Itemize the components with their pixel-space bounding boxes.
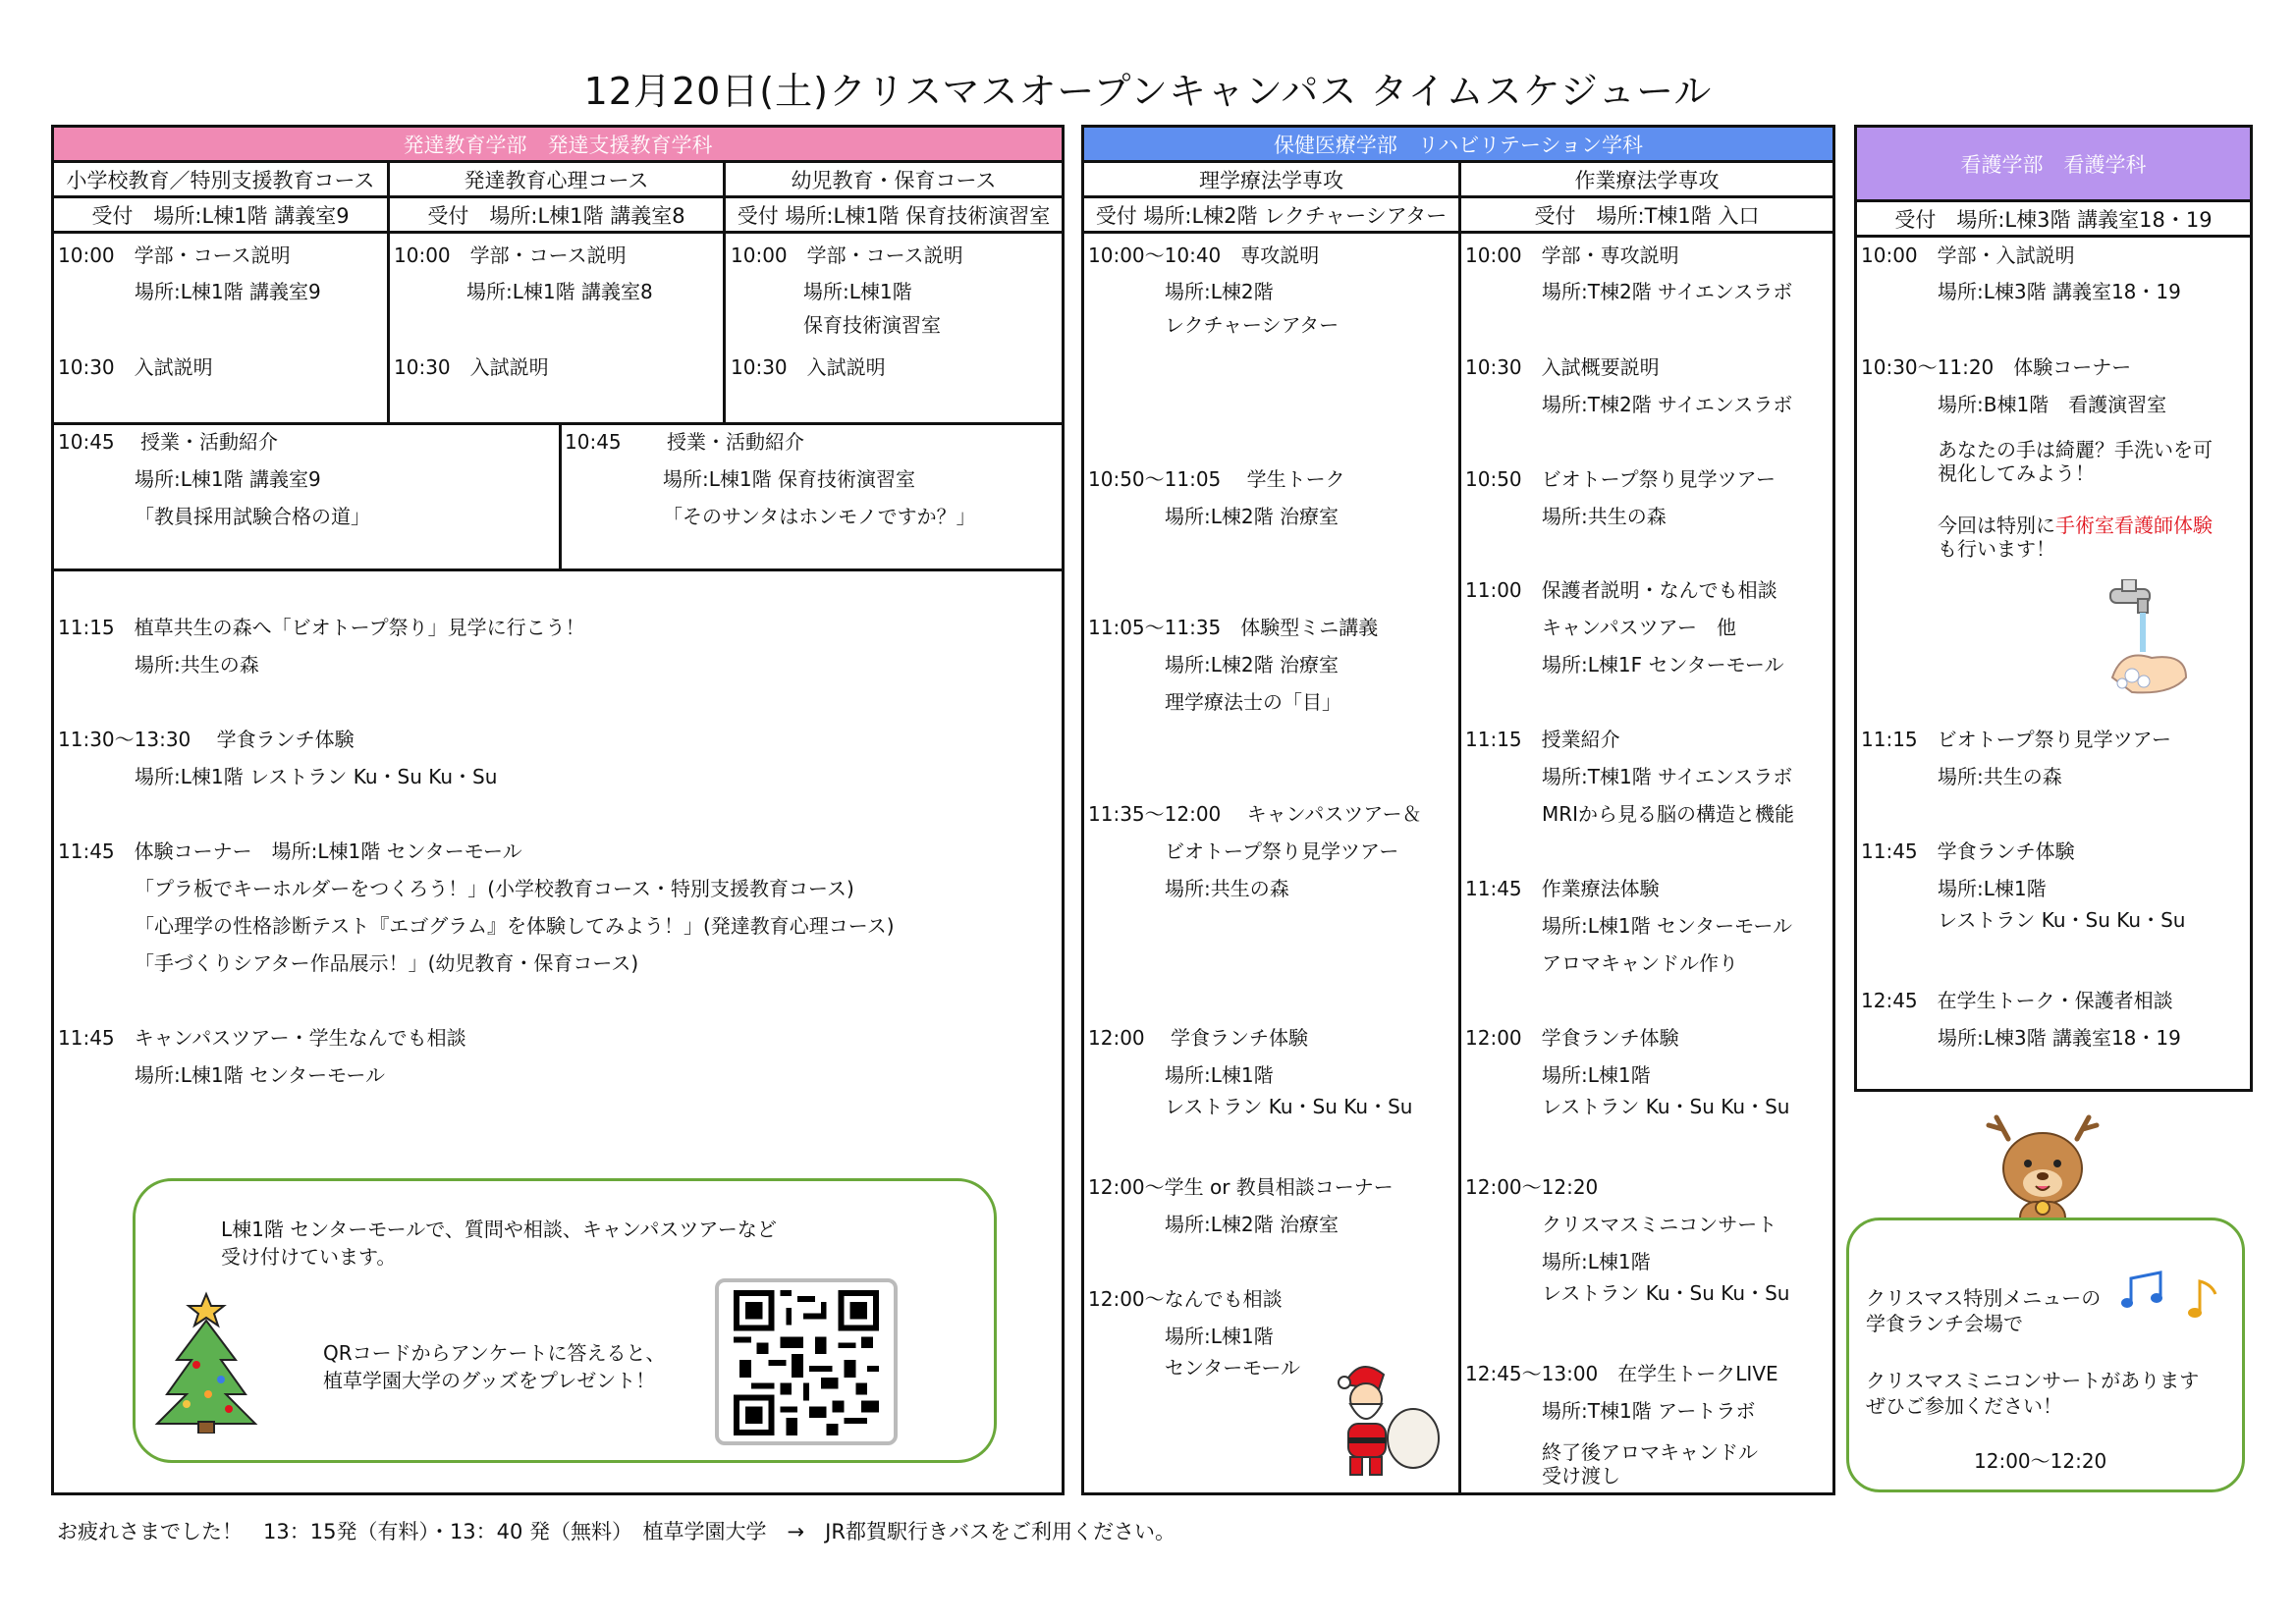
schedule-note: アロマキャンドル作り: [1542, 951, 1738, 975]
schedule-place: 場所:L棟1階: [1165, 1325, 1274, 1348]
schedule-time: 11:15 植草共生の森へ「ビオトープ祭り」見学に行こう！: [58, 616, 585, 639]
schedule-place: 場所:T棟1階 サイエンスラボ: [1542, 765, 1793, 788]
schedule-place: 場所:L棟1階 講義室9: [135, 467, 321, 491]
schedule-time: 11:15 授業紹介: [1465, 728, 1620, 751]
qr-code-icon[interactable]: [733, 1290, 880, 1435]
bubble-text: ぜひご参加ください！: [1866, 1394, 2062, 1418]
schedule-time: 10:00 学部・専攻説明: [1465, 244, 1679, 267]
bubble-text: 12:00～12:20: [1974, 1449, 2107, 1473]
schedule-note: 「プラ板でキーホルダーをつくろう！」(小学校教育コース・特別支援教育コース): [135, 877, 854, 900]
page-title: 12月20日(土)クリスマスオープンキャンパス タイムスケジュール: [583, 70, 1713, 113]
christmas-tree-icon: [152, 1286, 260, 1434]
divider: [54, 422, 1062, 425]
schedule-time: 11:45 学食ランチ体験: [1861, 839, 2075, 863]
schedule-note: 「手づくりシアター作品展示！」(幼児教育・保育コース): [135, 951, 639, 975]
schedule-time: 10:50 ビオトープ祭り見学ツアー: [1465, 467, 1777, 491]
schedule-place: 場所:L棟1階: [803, 280, 912, 303]
schedule-place: 場所:L棟1階: [1165, 1063, 1274, 1087]
schedule-time: 10:00～10:40 専攻説明: [1088, 244, 1320, 267]
divider: [559, 422, 562, 571]
schedule-time: 11:35～12:00 キャンパスツアー＆: [1088, 802, 1422, 826]
schedule-note: [1938, 514, 2213, 537]
schedule-place: 場所:B棟1階 看護演習室: [1938, 393, 2167, 416]
schedule-place: 場所:共生の森: [1165, 877, 1289, 900]
panel-header: 看護学部 看護学科: [1857, 128, 2250, 202]
schedule-time: 11:05～11:35 体験型ミニ講義: [1088, 616, 1379, 639]
schedule-place: 場所:L棟1階: [1938, 877, 2047, 900]
schedule-place: レストラン Ku・Su Ku・Su: [1542, 1281, 1790, 1305]
bubble-text: 植草学園大学のグッズをプレゼント！: [323, 1369, 656, 1392]
highlight-text: 手術室看護師体験: [2055, 514, 2213, 537]
santa-icon: [1305, 1355, 1443, 1483]
reception-label: 受付 場所:L棟2階 レクチャーシアター: [1084, 198, 1458, 234]
divider: [723, 163, 726, 425]
schedule-time: 11:45 作業療法体験: [1465, 877, 1660, 900]
panel-header: 保健医療学部 リハビリテーション学科: [1084, 128, 1832, 163]
schedule-time: 12:00 学食ランチ体験: [1088, 1026, 1308, 1050]
schedule-time: 10:45 授業・活動紹介: [565, 430, 804, 454]
schedule-note: 「心理学の性格診断テスト『エゴグラム』を体験してみよう！」(発達教育心理コース): [135, 914, 895, 938]
schedule-time: 10:30 入試説明: [394, 355, 549, 379]
schedule-note: 理学療法士の「目」: [1165, 690, 1341, 714]
schedule-time: 10:30 入試説明: [58, 355, 213, 379]
divider: [387, 163, 390, 425]
schedule-time: 10:50～11:05 学生トーク: [1088, 467, 1345, 491]
reception-label: 受付 場所:L棟1階 保育技術演習室: [726, 198, 1062, 234]
schedule-place: レストラン Ku・Su Ku・Su: [1165, 1095, 1413, 1118]
panel-rehabilitation: [1081, 125, 1835, 1495]
schedule-place: 保育技術演習室: [803, 313, 941, 337]
schedule-place: 場所:L棟1階 講義室8: [466, 280, 653, 303]
hand-washing-icon: [2093, 579, 2191, 697]
schedule-place: 場所:L棟2階: [1165, 280, 1274, 303]
bubble-text: 受け付けています。: [221, 1245, 397, 1269]
bubble-text: クリスマスミニコンサートがあります: [1866, 1369, 2200, 1392]
schedule-place: 場所:共生の森: [1938, 765, 2062, 788]
course-header: 小学校教育／特別支援教育コース: [54, 163, 387, 198]
schedule-time: 11:15 ビオトープ祭り見学ツアー: [1861, 728, 2172, 751]
bubble-text: L棟1階 センターモールで、質問や相談、キャンパスツアーなど: [221, 1218, 777, 1241]
divider: [54, 568, 1062, 571]
reception-label: 受付 場所:L棟3階 講義室18・19: [1857, 202, 2250, 238]
schedule-time: 10:00 学部・コース説明: [394, 244, 627, 267]
schedule-place: 場所:T棟2階 サイエンスラボ: [1542, 393, 1793, 416]
schedule-time: 10:30 入試概要説明: [1465, 355, 1660, 379]
schedule-note: クリスマスミニコンサート: [1542, 1213, 1777, 1236]
schedule-place: センターモール: [1165, 1356, 1300, 1380]
schedule-note: 「教員採用試験合格の道」: [135, 505, 370, 528]
panel-header: 発達教育学部 発達支援教育学科: [54, 128, 1062, 163]
course-header: 発達教育心理コース: [390, 163, 723, 198]
schedule-place: 場所:L棟1階: [1542, 1063, 1651, 1087]
footer-note: お疲れさまでした！ 13：15発（有料）・13：40 発（無料） 植草学園大学 → JR都賀駅行きバスをご利用ください。: [57, 1520, 1175, 1543]
music-note-icon: [2121, 1267, 2229, 1326]
schedule-time: 10:00 学部・入試説明: [1861, 244, 2075, 267]
schedule-time: 12:00～学生 or 教員相談コーナー: [1088, 1175, 1394, 1199]
schedule-time: 11:30～13:30 学食ランチ体験: [58, 728, 355, 751]
schedule-place: 場所:L棟3階 講義室18・19: [1938, 1026, 2181, 1050]
schedule-note: 「そのサンタはホンモノですか？」: [663, 505, 976, 528]
schedule-time: 11:00 保護者説明・なんでも相談: [1465, 578, 1777, 602]
schedule-time: 12:45 在学生トーク・保護者相談: [1861, 989, 2173, 1012]
bubble-text: QRコードからアンケートに答えると、: [323, 1341, 666, 1365]
schedule-place: 場所:L棟2階 治療室: [1165, 653, 1339, 677]
bubble-text: クリスマス特別メニューの: [1866, 1286, 2102, 1310]
divider: [1458, 163, 1461, 1492]
reception-label: 受付 場所:T棟1階 入口: [1461, 198, 1832, 234]
schedule-place: 場所:共生の森: [135, 653, 259, 677]
schedule-place: 場所:L棟2階 治療室: [1165, 1213, 1339, 1236]
panel-nursing: [1854, 125, 2253, 1092]
schedule-place: 場所:T棟1階 アートラボ: [1542, 1399, 1756, 1423]
schedule-place: 場所:共生の森: [1542, 505, 1667, 528]
schedule-place: 場所:L棟1階 講義室9: [135, 280, 321, 303]
schedule-time: 12:45～13:00 在学生トークLIVE: [1465, 1362, 1778, 1385]
schedule-time: 11:45 キャンパスツアー・学生なんでも相談: [58, 1026, 466, 1050]
schedule-note: あなたの手は綺麗？手洗いを可: [1938, 438, 2213, 461]
schedule-place: 場所:L棟2階 治療室: [1165, 505, 1339, 528]
schedule-place: 場所:T棟2階 サイエンスラボ: [1542, 280, 1793, 303]
qr-code-frame[interactable]: [715, 1278, 898, 1445]
schedule-note: 終了後アロマキャンドル: [1542, 1440, 1758, 1464]
schedule-time: 12:00～なんでも相談: [1088, 1287, 1283, 1311]
schedule-place: レストラン Ku・Su Ku・Su: [1542, 1095, 1790, 1118]
schedule-time: 10:30 入試説明: [731, 355, 886, 379]
schedule-place: 場所:L棟1階 センターモール: [1542, 914, 1792, 938]
schedule-note: MRIから見る脳の構造と機能: [1542, 802, 1795, 826]
schedule-place: 場所:L棟1F センターモール: [1542, 653, 1784, 677]
course-header: 作業療法学専攻: [1461, 163, 1832, 198]
schedule-time: 12:00 学食ランチ体験: [1465, 1026, 1679, 1050]
schedule-place: レクチャーシアター: [1165, 313, 1339, 337]
schedule-note: 視化してみよう！: [1938, 461, 2095, 485]
schedule-note: 受け渡し: [1542, 1464, 1620, 1488]
schedule-place: 場所:L棟1階 レストラン Ku・Su Ku・Su: [135, 765, 498, 788]
schedule-place: 場所:L棟1階 保育技術演習室: [663, 467, 915, 491]
bubble-text: 学食ランチ会場で: [1866, 1312, 2023, 1335]
panel-hattatsu: [51, 125, 1065, 1495]
schedule-time: 10:00 学部・コース説明: [731, 244, 963, 267]
schedule-note: ビオトープ祭り見学ツアー: [1165, 839, 1399, 863]
schedule-place: 場所:L棟1階: [1542, 1250, 1651, 1273]
schedule-time: 10:30～11:20 体験コーナー: [1861, 355, 2132, 379]
schedule-note: も行います！: [1938, 537, 2055, 561]
reception-label: 受付 場所:L棟1階 講義室8: [390, 198, 723, 234]
schedule-time: 11:45 体験コーナー 場所:L棟1階 センターモール: [58, 839, 522, 863]
schedule-time: 12:00～12:20: [1465, 1175, 1599, 1199]
schedule-time: 10:45 授業・活動紹介: [58, 430, 278, 454]
reception-label: 受付 場所:L棟1階 講義室9: [54, 198, 387, 234]
schedule-time: 10:00 学部・コース説明: [58, 244, 291, 267]
course-header: 幼児教育・保育コース: [726, 163, 1062, 198]
course-header: 理学療法学専攻: [1084, 163, 1458, 198]
schedule-place: 場所:L棟3階 講義室18・19: [1938, 280, 2181, 303]
schedule-note: キャンパスツアー 他: [1542, 616, 1736, 639]
schedule-place: レストラン Ku・Su Ku・Su: [1938, 908, 2186, 932]
schedule-note: 今回は特別に: [1938, 514, 2055, 537]
schedule-place: 場所:L棟1階 センターモール: [135, 1063, 385, 1087]
